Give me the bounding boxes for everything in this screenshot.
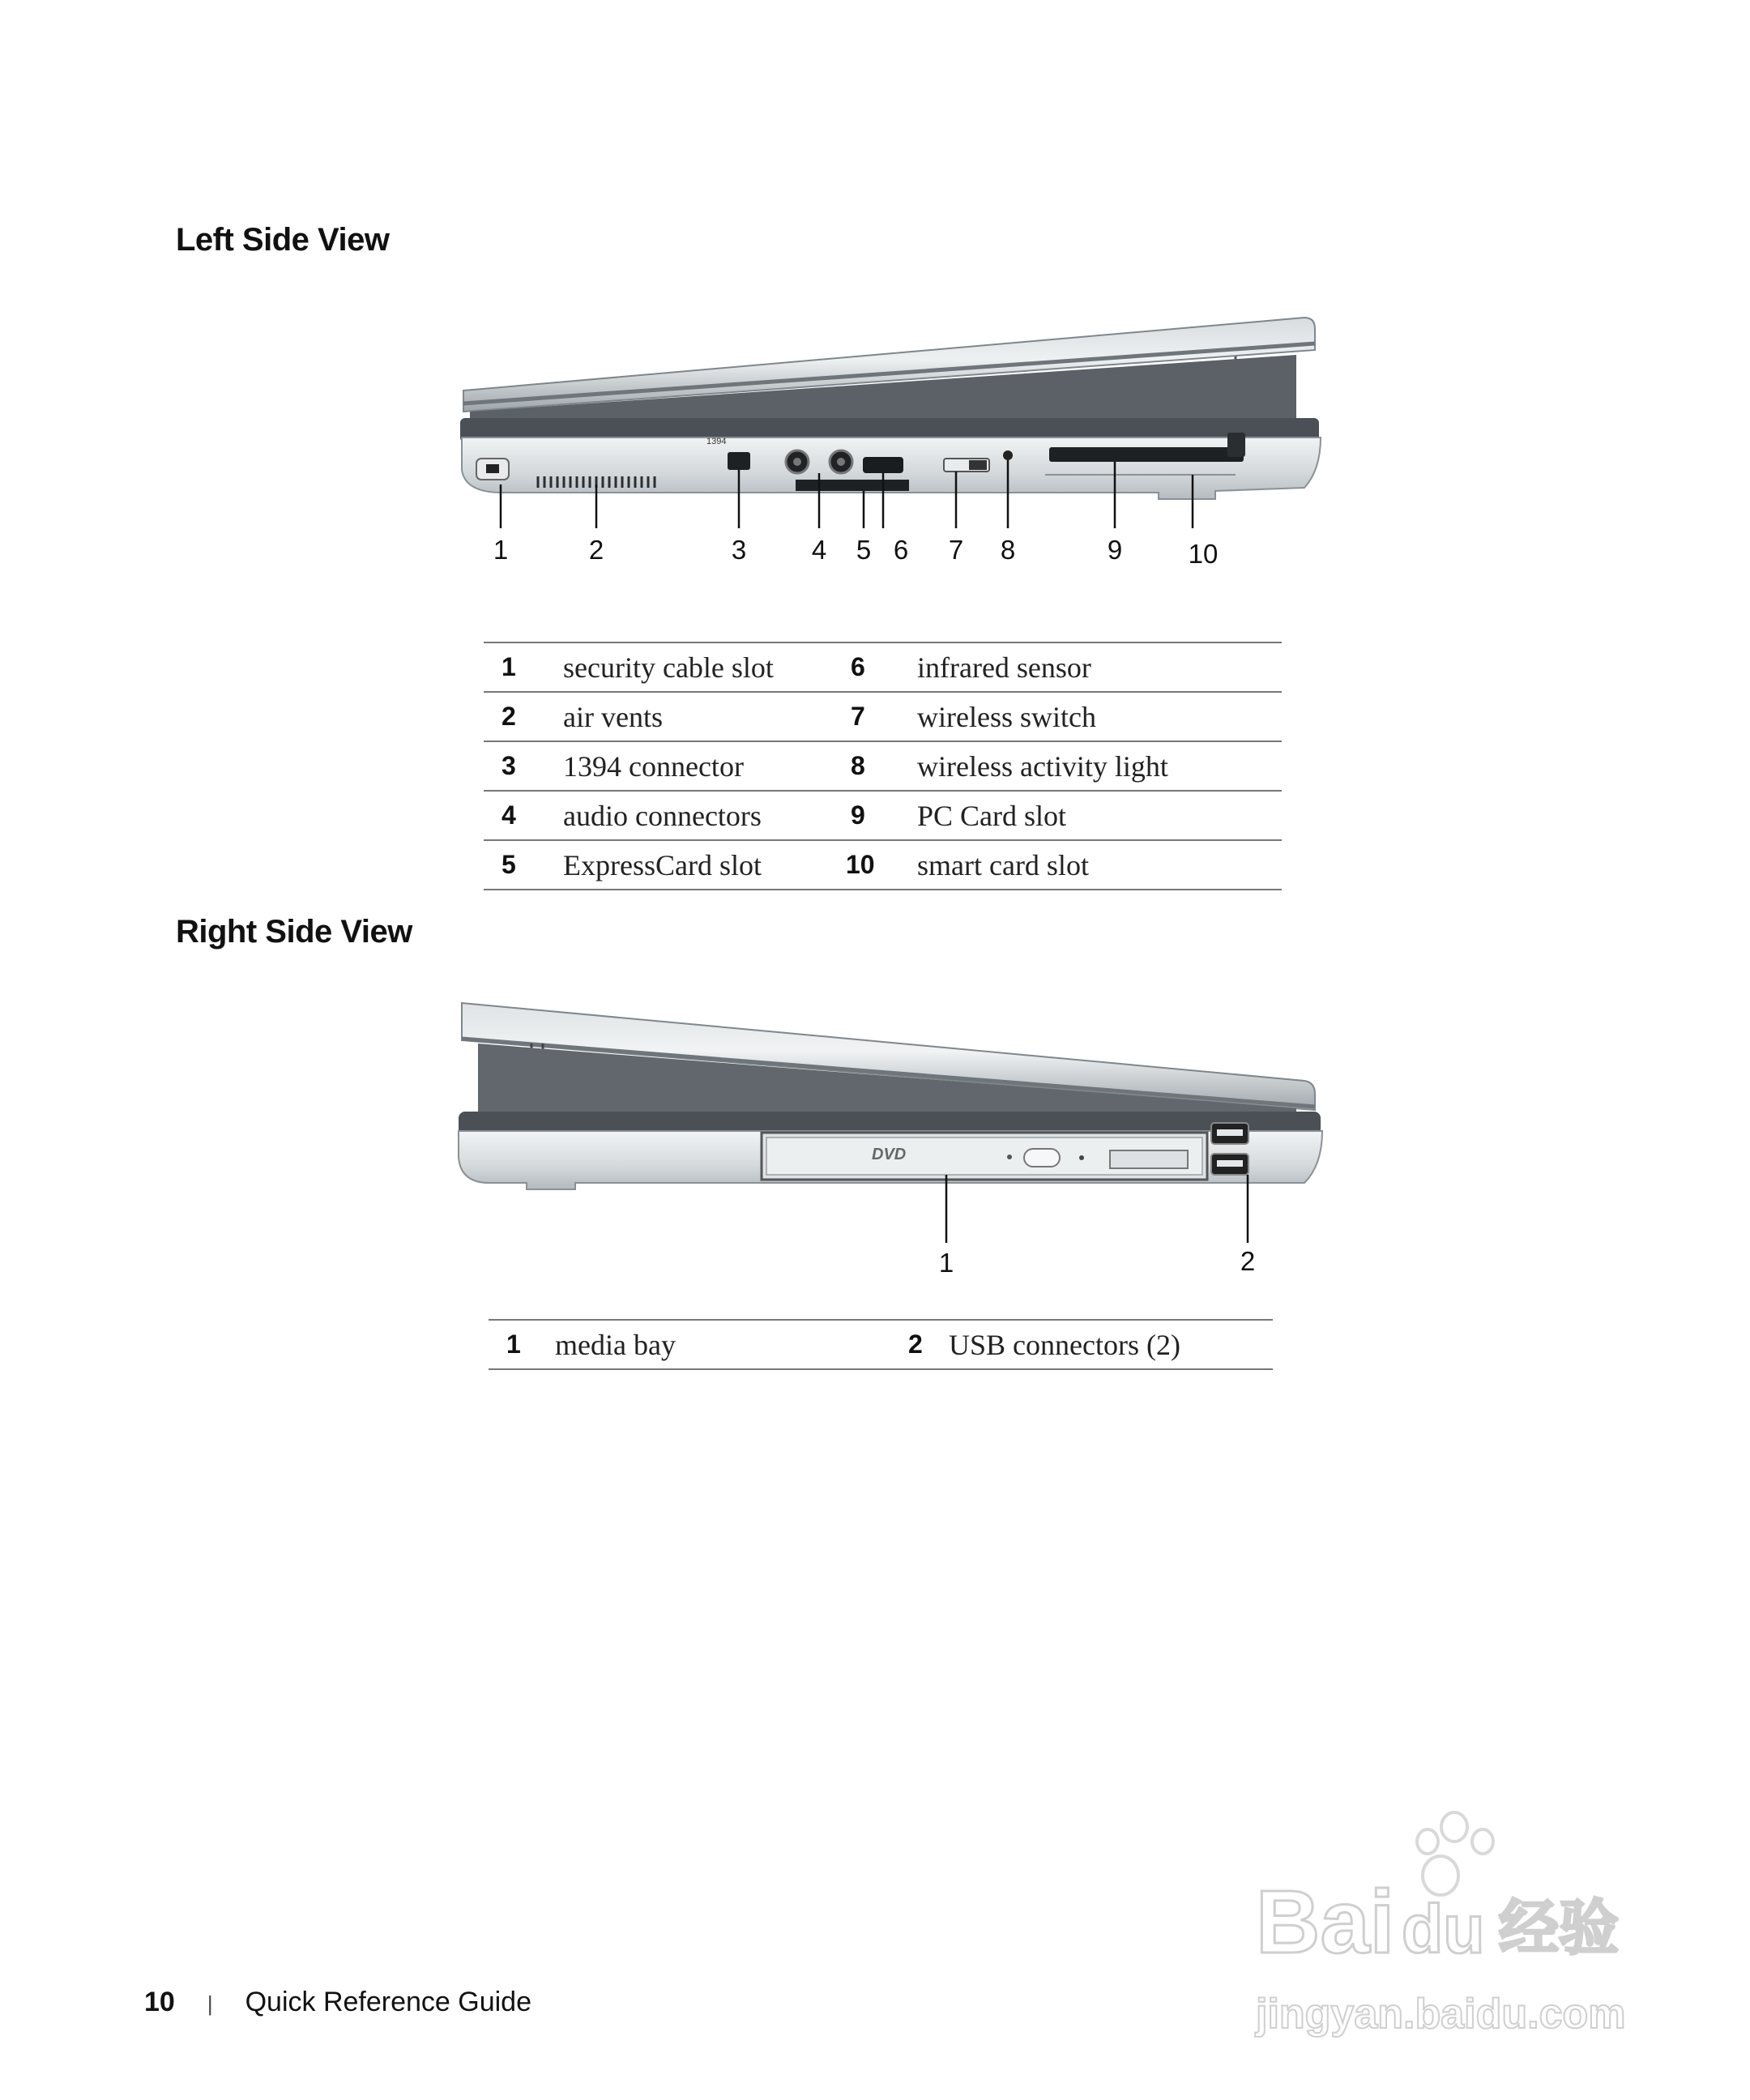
left-view-heading: Left Side View [176, 222, 390, 258]
legend-label: security cable slot [563, 642, 836, 692]
legend-label: air vents [563, 692, 836, 741]
table-row [484, 741, 1282, 791]
legend-number: 2 [903, 1320, 949, 1369]
right-view-legend-table [489, 1319, 1273, 1370]
legend-label: ExpressCard slot [563, 840, 836, 890]
legend-number: 4 [484, 791, 563, 840]
callout-9: 9 [1107, 535, 1123, 565]
callout-1: 1 [493, 535, 509, 565]
legend-number: 6 [836, 642, 917, 692]
legend-label: media bay [555, 1320, 903, 1369]
legend-label: audio connectors [563, 791, 836, 840]
callout-1: 1 [938, 1248, 954, 1278]
callout-10: 10 [1188, 539, 1219, 569]
callout-3: 3 [731, 535, 747, 565]
callout-8: 8 [1000, 535, 1016, 565]
legend-label: wireless activity light [917, 741, 1282, 791]
legend-number: 3 [484, 741, 563, 791]
watermark-chinese: 经验 [1499, 1893, 1619, 1963]
table-row [484, 791, 1282, 840]
legend-number: 2 [484, 692, 563, 741]
legend-number: 10 [836, 840, 917, 890]
guide-title: Quick Reference Guide [245, 1987, 531, 2017]
watermark-brand-du: du [1402, 1891, 1485, 1967]
table-row [489, 1320, 1273, 1369]
legend-number: 8 [836, 741, 917, 791]
callout-4: 4 [811, 535, 827, 565]
table-row [484, 692, 1282, 741]
baidu-jingyan-watermark [1240, 1811, 1661, 2054]
legend-number: 7 [836, 692, 917, 741]
table-row [484, 840, 1282, 890]
left-view-legend-table [484, 642, 1282, 890]
firewire-port-label: 1394 [706, 437, 727, 446]
legend-number: 5 [484, 840, 563, 890]
legend-number: 1 [489, 1320, 555, 1369]
watermark-url: jingyan.baidu.com [1256, 1991, 1626, 2038]
legend-label: USB connectors (2) [949, 1320, 1273, 1369]
table-row [484, 642, 1282, 692]
callout-2: 2 [588, 535, 604, 565]
legend-label: infrared sensor [917, 642, 1282, 692]
footer-separator: | [207, 1991, 213, 2016]
callout-2: 2 [1240, 1246, 1256, 1276]
legend-label: smart card slot [917, 840, 1282, 890]
legend-number: 9 [836, 791, 917, 840]
dvd-logo: DVD [872, 1146, 907, 1163]
right-view-heading: Right Side View [176, 914, 412, 950]
page-number: 10 [144, 1987, 175, 2017]
left-side-laptop-illustration [454, 308, 1329, 583]
legend-label: 1394 connector [563, 741, 836, 791]
callout-6: 6 [893, 535, 909, 565]
callout-5: 5 [856, 535, 872, 565]
right-side-laptop-illustration [454, 995, 1329, 1287]
page-footer [144, 1987, 531, 2018]
legend-label: PC Card slot [917, 791, 1282, 840]
legend-number: 1 [484, 642, 563, 692]
legend-label: wireless switch [917, 692, 1282, 741]
callout-7: 7 [948, 535, 964, 565]
watermark-brand: Bai [1256, 1872, 1395, 1972]
